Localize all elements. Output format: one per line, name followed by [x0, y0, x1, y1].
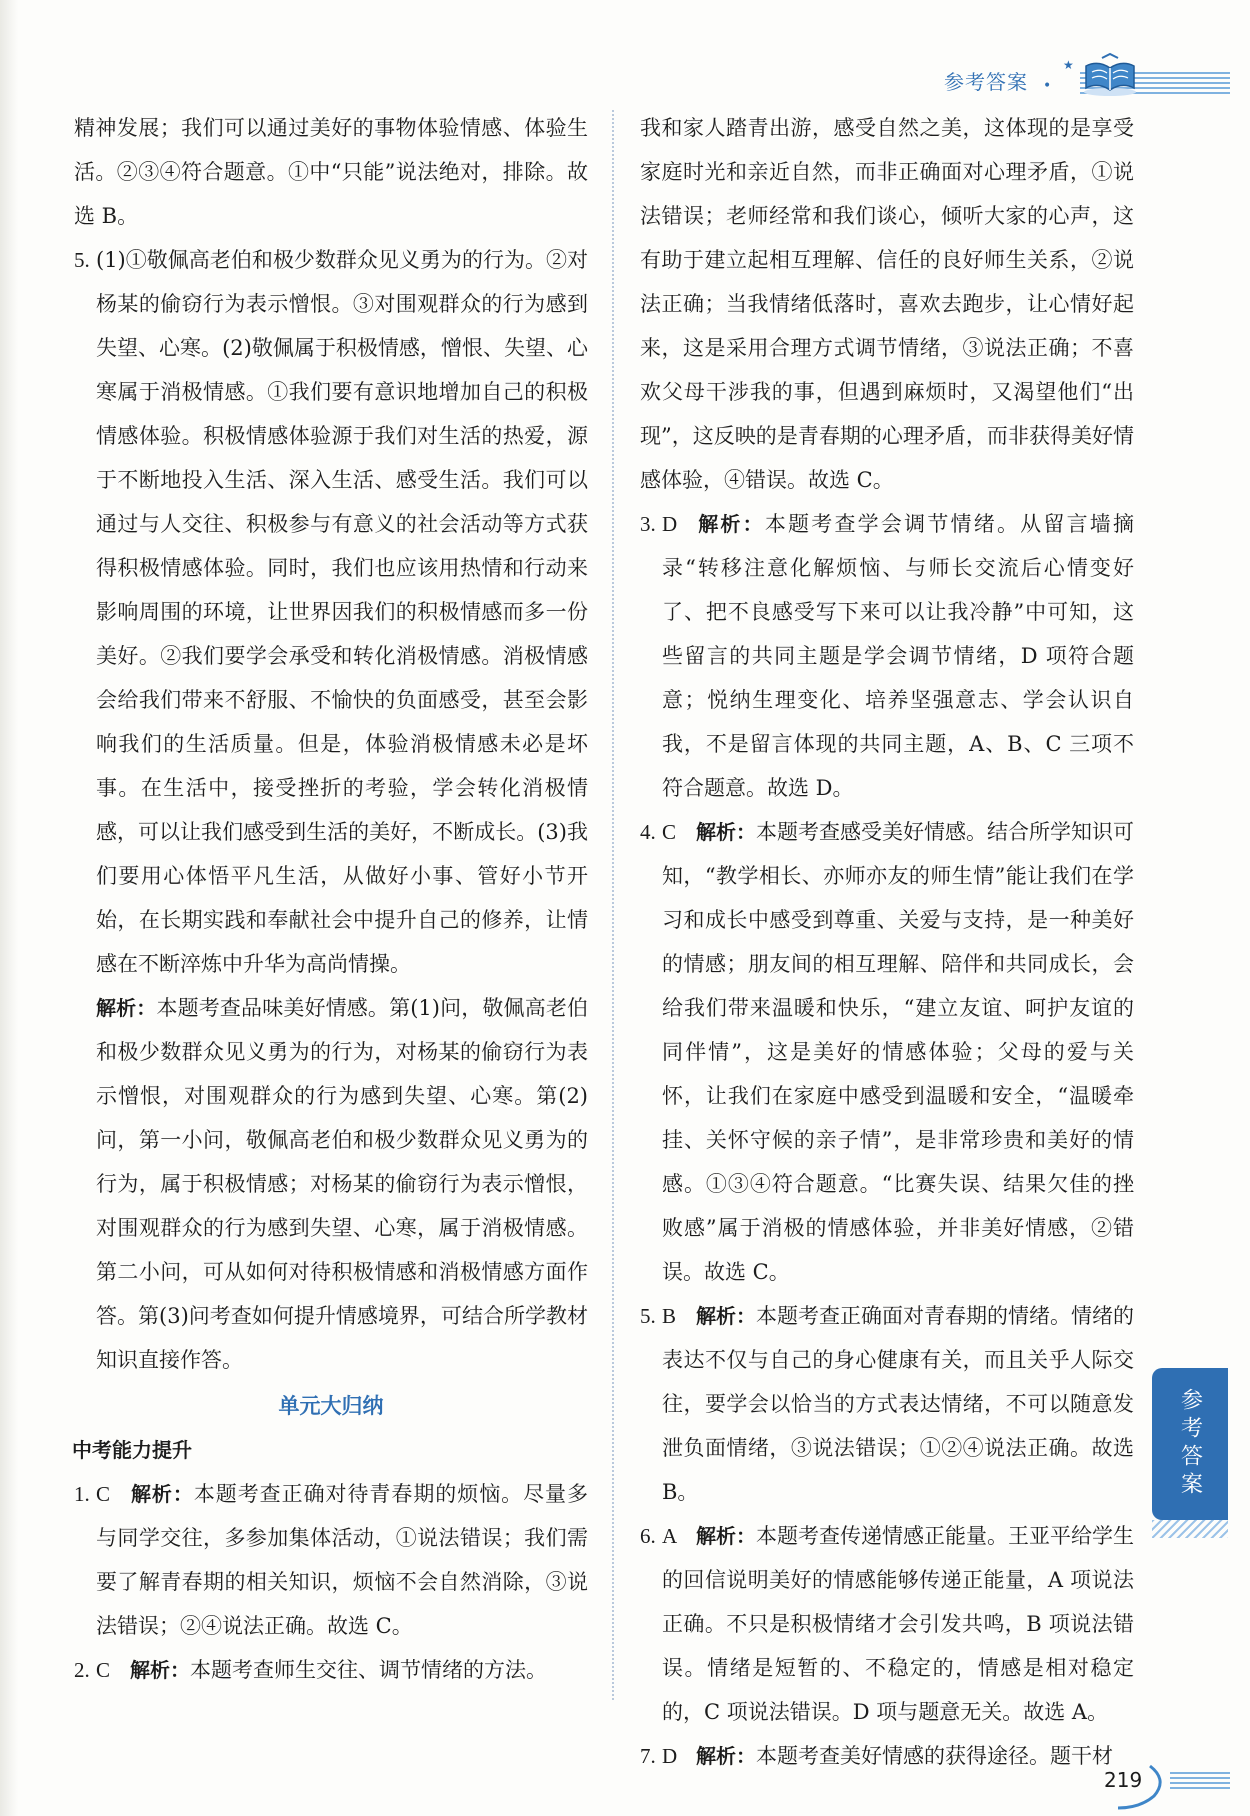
- answer-item-7: [640, 1734, 1134, 1778]
- analysis-paragraph: [74, 986, 588, 1382]
- analysis-label: 解析：: [696, 1304, 756, 1328]
- item-number: 5.: [74, 248, 90, 272]
- side-tab: 参考答案: [1152, 1368, 1228, 1520]
- analysis-label: 解析：: [96, 996, 157, 1020]
- section-title: 单元大归纳: [278, 1394, 384, 1418]
- open-book-icon: [1080, 52, 1140, 98]
- analysis-label: 解析：: [696, 820, 756, 844]
- answer-item-3: [640, 502, 1134, 810]
- analysis-label: 解析：: [696, 512, 765, 536]
- right-continuation: 我和家人踏青出游，感受自然之美，这体现的是享受家庭时光和亲近自然，而非正确面对心理矛盾，①说法错误；老师经常和我们谈心，倾听大家的心声，这有助于建立起相互理解、信任的良好师生关系，②说法正确；当我情绪低落时，喜欢去跑步，让心情好起来，这是采用合理方式调节情绪，③说法正确；不喜欢父母干涉我的事，但遇到麻烦时，又渴望他们“出现”，这反映的是青春期的心理矛盾，而非获得美好情感体验，④错误。故选 C。: [640, 116, 1134, 492]
- analysis-text: 本题考查传递情感正能量。王亚平给学生的回信说明美好的情感能够传递正能量，A 项说法正确。不只是积极情绪才会引发共鸣，B 项说法错误。情绪是短暂的、不稳定的，情感是相对稳定的，C 项说法错误。D 项与题意无关。故选 A。: [662, 1524, 1134, 1724]
- answer-choice: C: [96, 1482, 111, 1506]
- analysis-label: 解析：: [696, 1744, 756, 1768]
- right-column: [640, 106, 1134, 1778]
- tab-stripes: [1152, 1520, 1228, 1538]
- analysis-label: 解析：: [130, 1658, 190, 1682]
- answer-choice: B: [662, 1304, 677, 1328]
- answer-item-2: [74, 1648, 588, 1692]
- sub-title: 中考能力提升: [72, 1438, 192, 1462]
- analysis-text: 本题考查师生交往、调节情绪的方法。: [190, 1658, 547, 1682]
- item-number: 2.: [74, 1658, 90, 1682]
- answer-item-4: [640, 810, 1134, 1294]
- item-number: 6.: [640, 1524, 656, 1548]
- analysis-text: 本题考查感受美好情感。结合所学知识可知，“教学相长、亦师亦友的师生情”能让我们在学习和成长中感受到尊重、关爱与支持，是一种美好的情感；朋友间的相互理解、陪伴和共同成长，会给我们带来温暖和快乐，“建立友谊、呵护友谊的同伴情”，这是美好的情感体验；父母的爱与关怀，让我们在家庭中感受到温暖和安全，“温暖牵挂、关怀守候的亲子情”，是非常珍贵和美好的情感。①③④符合题意。“比赛失误、结果欠佳的挫败感”属于消极的情感体验，并非美好情感，②错误。故选 C。: [662, 820, 1134, 1284]
- answer-choice: D: [662, 512, 678, 536]
- page-number: 219: [1104, 1768, 1143, 1792]
- analysis-label: 解析：: [696, 1524, 756, 1548]
- analysis-label: 解析：: [130, 1482, 194, 1506]
- answer-choice: A: [662, 1524, 678, 1548]
- answer-item-5b: [640, 1294, 1134, 1514]
- column-divider: [612, 110, 614, 1700]
- answer-choice: C: [662, 820, 677, 844]
- answer-item-1: [74, 1472, 588, 1648]
- item-number: 7.: [640, 1744, 656, 1768]
- item-number: 1.: [74, 1482, 90, 1506]
- analysis-text: 本题考查学会调节情绪。从留言墙摘录“转移注意化解烦恼、与师长交流后心情变好了、把不良感受写下来可以让我冷静”中可知，这些留言的共同主题是学会调节情绪，D 项符合题意；悦纳生理变化、培养坚强意志、学会认识自我，不是留言体现的共同主题，A、B、C 三项不符合题意。故选 D。: [662, 512, 1135, 800]
- analysis-text: 本题考查正确面对青春期的情绪。情绪的表达不仅与自己的身心健康有关，而且关乎人际交往，要学会以恰当的方式表达情绪，不可以随意发泄负面情绪，③说法错误；①②④说法正确。故选 B。: [662, 1304, 1134, 1504]
- analysis-text: 本题考查品味美好情感。第(1)问，敬佩高老伯和极少数群众见义勇为的行为，对杨某的偷窃行为表示憎恨，对围观群众的行为感到失望、心寒。第(2)问，第一小问，敬佩高老伯和极少数群众见义勇为的行为，属于积极情感；对杨某的偷窃行为表示憎恨，对围观群众的行为感到失望、心寒，属于消极情感。第二小问，可从如何对待积极情感和消极情感方面作答。第(3)问考查如何提升情感境界，可结合所学教材知识直接作答。: [96, 996, 589, 1372]
- answer-choice: C: [96, 1658, 111, 1682]
- answer-item-5: [74, 238, 588, 986]
- item-number: 5.: [640, 1304, 656, 1328]
- item-number: 4.: [640, 820, 656, 844]
- analysis-text: 本题考查正确对待青春期的烦恼。尽量多与同学交往，多参加集体活动，①说法错误；我们需要了解青春期的相关知识，烦恼不会自然消除，③说法错误；②④说法正确。故选 C。: [96, 1482, 589, 1638]
- answer-text: (1)①敬佩高老伯和极少数群众见义勇为的行为。②对杨某的偷窃行为表示憎恨。③对围观群众的行为感到失望、心寒。(2)敬佩属于积极情感，憎恨、失望、心寒属于消极情感。①我们要有意识地增加自己的积极情感体验。积极情感体验源于我们对生活的热爱，源于不断地投入生活、深入生活、感受生活。我们可以通过与人交往、积极参与有意义的社会活动等方式获得积极情感体验。同时，我们也应该用热情和行动来影响周围的环境，让世界因我们的积极情感而多一份美好。②我们要学会承受和转化消极情感。消极情感会给我们带来不舒服、不愉快的负面感受，甚至会影响我们的生活质量。但是，体验消极情感未必是坏事。在生活中，接受挫折的考验，学会转化消极情感，可以让我们感受到生活的美好，不断成长。(3)我们要用心体悟平凡生活，从做好小事、管好小节开始，在长期实践和奉献社会中提升自己的修养，让情感在不断淬炼中升华为高尚情操。: [96, 248, 588, 976]
- item-number: 3.: [640, 512, 656, 536]
- footer-stripes: [1170, 1772, 1230, 1792]
- star-icon: ★: [1063, 58, 1074, 72]
- header-label: 参考答案: [944, 70, 1028, 94]
- analysis-text: 本题考查美好情感的获得途径。题干材: [756, 1744, 1113, 1768]
- page-edge-shadow: [0, 0, 18, 1816]
- star-icon: •: [1043, 78, 1052, 94]
- left-column: [74, 106, 588, 1692]
- answer-choice: D: [662, 1744, 678, 1768]
- answer-item-6: [640, 1514, 1134, 1734]
- left-continuation: 精神发展；我们可以通过美好的事物体验情感、体验生活。②③④符合题意。①中“只能”说法绝对，排除。故选 B。: [74, 116, 588, 228]
